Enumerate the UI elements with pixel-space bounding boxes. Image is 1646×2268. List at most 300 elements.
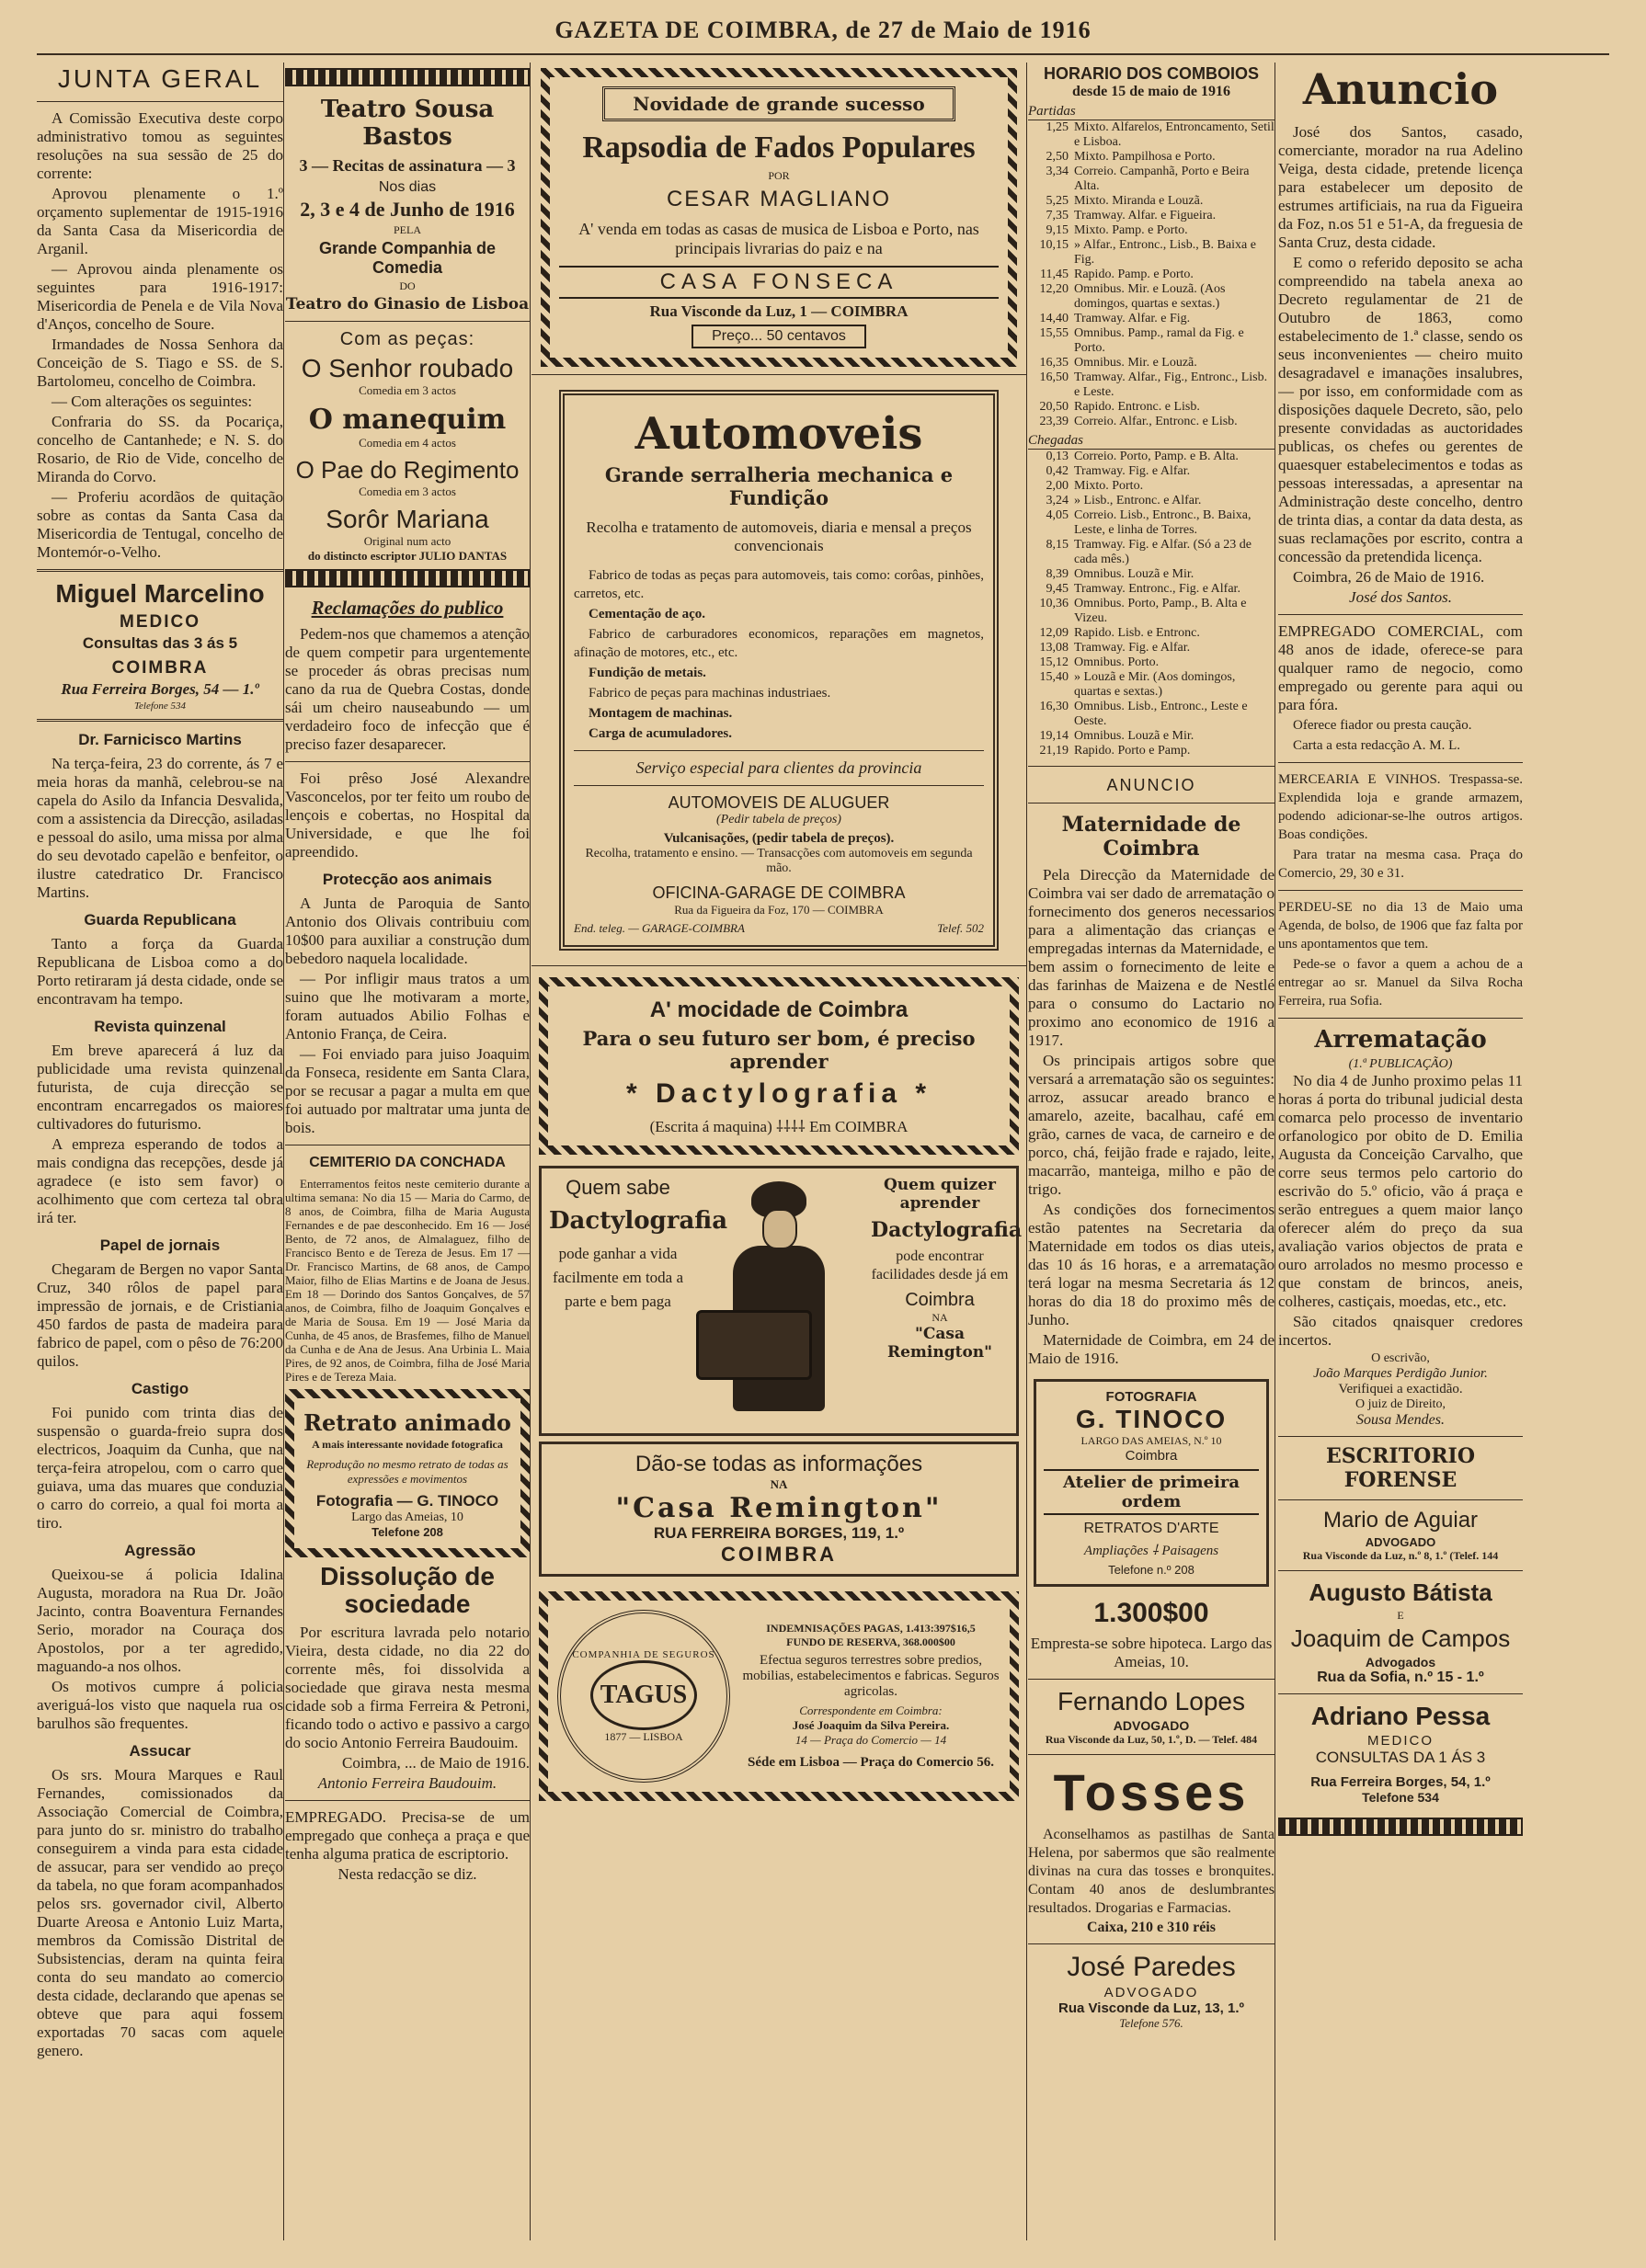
timetable-destination: Tramway. Fig. e Alfar.: [1074, 641, 1191, 655]
column-2: [285, 63, 530, 2240]
masthead: GAZETA DE COIMBRA, de 27 de Maio de 1916: [37, 17, 1609, 55]
timetable-row: [1028, 450, 1275, 464]
tinoco-city: Coimbra: [1125, 1448, 1178, 1464]
timetable-row: [1028, 400, 1275, 415]
timetable-row: [1028, 582, 1275, 597]
dact-na: NA: [770, 1477, 788, 1491]
timetable-destination: Omnibus. Mir. e Louzã.: [1074, 356, 1197, 370]
divider: [37, 101, 283, 102]
remington-box: [539, 1442, 1019, 1577]
tagus-name: TAGUS: [590, 1660, 697, 1730]
pela: PELA: [394, 223, 421, 236]
retrato-ad: [285, 1389, 530, 1557]
dact-address: RUA FERREIRA BORGES, 119, 1.º: [653, 1524, 905, 1542]
divider: [532, 374, 1026, 375]
timetable-row: [1028, 238, 1275, 268]
arrem-juiz-name: Sousa Mendes.: [1356, 1412, 1445, 1428]
fados-por: POR: [768, 169, 790, 182]
timetable-time: 9,15: [1046, 223, 1069, 237]
aguiar-role: ADVOGADO: [1365, 1535, 1436, 1549]
timetable-destination: Rapido. Entronc. e Lisb.: [1074, 400, 1200, 414]
play-3: O Pae do Regimento: [295, 456, 520, 484]
timetable-time: 5,25: [1046, 194, 1069, 208]
dissolucao-text: Por escritura lavrada pelo notario Vieira, desta cidade, no dia 22 do corrente mês, foi dissolvida a sociedade que girava nesta mesma cidade sob a firma Ferreira & Petroni, ficando todo o activo e passivo a cargo do socio Antonio Ferreira Baudouim.: [285, 1624, 530, 1751]
column-1: [37, 63, 283, 2240]
play-2-sub: Comedia em 4 actos: [359, 436, 456, 450]
divider: [37, 569, 283, 572]
divider: [1278, 1499, 1523, 1500]
timetable-destination: Mixto. Porto.: [1074, 479, 1144, 493]
dact-top: A' mocidade de Coimbra: [649, 997, 909, 1022]
timetable-row: [1028, 194, 1275, 209]
timetable-time: 15,55: [1039, 326, 1069, 340]
perdeu-text: Pede-se o favor a quem a achou de a entregar ao sr. Manuel da Silva Rocha Ferreira, rua Sofia.: [1278, 957, 1523, 1009]
junta-para: Confraria do SS. da Pocariça, concelho de Cantanhede; e N. S. do Rosario, de Rio de Vide, concelho de Miranda do Corvo.: [37, 413, 283, 485]
column-5: [1278, 63, 1523, 2240]
roubo-text: Foi prêso José Alexandre Vasconcelos, por ter feito um roubo de lençois e cobertas, no Hospital da Universidade, e que lhe foi apreendido.: [285, 769, 530, 860]
tagus-corr: Correspondente em Coimbra:: [799, 1704, 943, 1717]
aguiar-address: Rua Visconde da Luz, n.º 8, 1.º (Telef. 144: [1302, 1549, 1499, 1562]
timetable-destination: » Louzã e Mir. (Aos domingos, quartas e sextas.): [1074, 670, 1236, 699]
horario-title: HORARIO DOS COMBOIOS: [1043, 64, 1259, 83]
marcelino-hours: Consultas das 3 ás 5: [82, 634, 238, 652]
timetable-row: [1028, 223, 1275, 238]
pessa-hours: CONSULTAS DA 1 ÁS 3: [1315, 1749, 1486, 1766]
timetable-destination: Tramway. Fig. e Alfar.: [1074, 464, 1191, 478]
timetable-time: 1,25: [1046, 120, 1069, 134]
tinoco-address: LARGO DAS AMEIAS, N.º 10: [1080, 1434, 1222, 1447]
tagus-fundo: FUNDO DE RESERVA, 368.000$00: [786, 1635, 955, 1648]
pessa-address: Rua Ferreira Borges, 54, 1.º: [1310, 1774, 1491, 1790]
timetable-destination: Correio. Alfar., Entronc. e Lisb.: [1074, 415, 1238, 428]
dact-right-6: "Casa Remington": [886, 1325, 993, 1362]
hipoteca-text: Empresta-se sobre hipoteca. Largo das Ameias, 10.: [1030, 1635, 1273, 1670]
company: Grande Companhia de Comedia: [318, 239, 497, 277]
timetable-destination: Omnibus. Lisb., Entronc., Leste e Oeste.: [1074, 700, 1248, 728]
auto-service: Fabrico de peças para machinas industriaes.: [589, 686, 831, 701]
timetable-time: 10,15: [1039, 238, 1069, 252]
teatro-title: Teatro Sousa Bastos: [320, 96, 495, 151]
typist-face: [762, 1209, 797, 1249]
timetable-destination: Mixto. Pampilhosa e Porto.: [1074, 150, 1216, 164]
emp-text: EMPREGADO COMERCIAL, com 48 anos de idade, oferece-se para qualquer ramo de negocio, como empregado ou gerente para aqui ou para fóra.: [1278, 622, 1523, 713]
timetable-destination: Correio. Porto, Pamp. e B. Alta.: [1074, 450, 1239, 463]
paredes-telephone: Telefone 576.: [1119, 2016, 1183, 2030]
auto-subtitle: Grande serralheria mechanica e Fundição: [604, 463, 954, 509]
retrato-title: Retrato animado: [303, 1409, 511, 1436]
tagus-text: Efectua seguros terrestres sobre predios, mobilias, estabelecimentos e fabricas. Seguros agricolas.: [742, 1653, 1000, 1699]
auto-aluguer-sub: (Pedir tabela de preços): [716, 813, 841, 826]
timetable-row: [1028, 326, 1275, 356]
dact-sub-2: (Escrita á maquina) ⸸⸸⸸⸸ Em COIMBRA: [649, 1118, 909, 1135]
timetable-destination: Omnibus. Porto, Pamp., B. Alta e Vizeu.: [1074, 597, 1247, 625]
auto-telephone: Telef. 502: [937, 921, 984, 935]
arrem-escrivao-name: João Marques Perdigão Junior.: [1313, 1366, 1488, 1381]
timetable-time: 16,35: [1039, 356, 1069, 370]
martins-text: Na terça-feira, 23 do corrente, ás 7 e meia horas da manhã, celebrou-se na capela do Asilo da Infancia Desvalida, com a assistencia da Direcção, asiladas e pessoal do asilo, uma missa por alma do seu devotado capelão e benfeitor, o ilustre catedratico Dr. Francisco Martins.: [37, 755, 283, 901]
cemiterio-title: CEMITERIO DA CONCHADA: [309, 1155, 506, 1170]
chegadas-label: Chegadas: [1028, 433, 1275, 450]
timetable-destination: Tramway. Entronc., Fig. e Alfar.: [1074, 582, 1240, 596]
guarda-text: Tanto a força da Guarda Republicana de Lisboa como a do Porto retiraram já desta cidade, onde se encontravam ha tempo.: [37, 935, 283, 1008]
play-2: O manequim: [308, 404, 507, 436]
divider: [1028, 1679, 1275, 1680]
fados-title: Rapsodia de Fados Populares: [582, 131, 976, 165]
emp-text: Oferece fiador ou presta caução.: [1293, 718, 1472, 733]
junta-para: — Com alterações os seguintes:: [51, 393, 253, 410]
timetable-destination: Rapido. Pamp. e Porto.: [1074, 268, 1194, 281]
anuncio-signature: José dos Santos.: [1349, 588, 1452, 606]
timetable-time: 23,39: [1039, 415, 1069, 428]
dactylografia-ad: [539, 977, 1019, 1155]
timetable-row: [1028, 508, 1275, 538]
timetable-destination: » Alfar., Entronc., Lisb., B. Baixa e Fig.: [1074, 238, 1256, 267]
divider: [285, 321, 530, 322]
column-4: [1028, 63, 1275, 2240]
junta-para: Irmandades de Nossa Senhora da Conceição de S. Tiago e SS. de S. Bartolomeu, concelho de Coimbra.: [37, 336, 283, 390]
divider: [285, 1800, 530, 1801]
divider: [532, 965, 1026, 966]
anuncio-label: ANUNCIO: [1106, 776, 1196, 794]
auto-vulcanisacoes: Vulcanisações, (pedir tabela de preços).: [663, 831, 895, 846]
timetable-row: [1028, 494, 1275, 508]
play-4-sub: Original num acto: [363, 534, 452, 548]
divider: [1278, 1436, 1523, 1437]
marcelino-ad: [37, 579, 283, 712]
tagus-agent-address: 14 — Praça do Comercio — 14: [794, 1733, 947, 1747]
dissolucao-title: Dissolução de sociedade: [320, 1562, 495, 1618]
divider: [1278, 1018, 1523, 1019]
timetable-destination: Rapido. Lisb. e Entronc.: [1074, 626, 1200, 640]
lopes-name: Fernando Lopes: [1057, 1687, 1245, 1715]
tinoco-telephone: Telefone n.º 208: [1108, 1563, 1194, 1577]
tinoco-ad: [1034, 1379, 1269, 1587]
junta-title: JUNTA GERAL: [57, 64, 263, 93]
perdeu-text: PERDEU-SE no dia 13 de Maio uma Agenda, de bolso, de 1906 que faz falta por uns apontamentos que tem.: [1278, 900, 1523, 952]
timetable-time: 11,45: [1040, 268, 1069, 281]
column-rule: [530, 63, 531, 2240]
fados-ad: [541, 68, 1017, 367]
paredes-name: José Paredes: [1067, 1952, 1236, 1982]
timetable-row: [1028, 744, 1275, 758]
arrem-pub: (1.ª PUBLICAÇÃO): [1348, 1057, 1453, 1071]
martins-title: Dr. Farnicisco Martins: [78, 731, 242, 748]
agressao-text: Queixou-se á policia Idalina Augusta, moradora na Rua Dr. João Jacinto, contra Boaventura Fernandes Serio, morador na Couraça dos Apostolos, por a ter agredido, maguando-a nos olhos.: [37, 1566, 283, 1675]
timetable-row: [1028, 150, 1275, 165]
timetable-time: 8,39: [1046, 567, 1069, 581]
fados-sale: A' venda em todas as casas de musica de Lisboa e Porto, nas principais livrarias do paiz e na: [578, 220, 979, 257]
timetable-row: [1028, 120, 1275, 150]
tagus-year: 1877 — LISBOA: [604, 1729, 683, 1743]
com-pecas: Com as peças:: [339, 329, 475, 349]
cemiterio-text: Enterramentos feitos neste cemiterio durante a ultima semana: No dia 15 — Maria do Carmo, de 8 anos, de Coimbra, filha de Maria Augusta Fernandes e de pae desconhecido. Em 16 — José Bento, de 72 anos, de Almalaguez, filho de Francisco Bento e de Tereza de Jesus. Em 17 — Dr. Francisco Martins, de 68 anos, de Campo Maior, filho de Elias Martins e de Joana de Jesus. Em 18 — Dorindo dos Santos Gonçalves, de 57 anos, de Coimbra, filho de Joaquim Gonçalves e de Maria de Sousa. Em 19 — José Maria da Cunha, de 45 anos, de Brasfemes, filho de Manuel da Cunha e de Ana de Jesus. Ana Urbinia L. Maia Pires, de 92 anos, de Coimbra, filha de José Maria Pires e de Tereza Maia.: [285, 1177, 530, 1384]
retrato-sub: A mais interessante novidade fotografica: [312, 1438, 503, 1451]
timetable-time: 15,12: [1039, 655, 1069, 669]
anuncio-title: Anuncio: [1302, 64, 1499, 114]
emp-text: Carta a esta redacção A. M. L.: [1293, 738, 1460, 753]
mercearia-text: MERCEARIA E VINHOS. Trespassa-se. Explendida loja e grande armazem, podendo adicionar-se-lhe outros artigos. Boas condições.: [1278, 772, 1523, 842]
timetable-destination: Omnibus. Porto.: [1074, 655, 1160, 669]
timetable-row: [1028, 370, 1275, 400]
paredes-role: ADVOGADO: [1103, 1985, 1199, 2000]
timetable-time: 13,08: [1039, 641, 1069, 655]
assucar-title: Assucar: [129, 1742, 191, 1760]
timetable-row: [1028, 479, 1275, 494]
anuncio-date: Coimbra, 26 de Maio de 1916.: [1293, 568, 1485, 586]
junta-para: A Comissão Executiva deste corpo administrativo tomou as seguintes resoluções na sua sessão de 25 do corrente:: [37, 109, 283, 182]
maternidade-date: Maternidade de Coimbra, em 24 de Maio de 1916.: [1028, 1331, 1275, 1367]
divider: [1028, 1754, 1275, 1755]
dact-left-3: pode ganhar a vida facilmente em toda a parte e bem paga: [552, 1245, 684, 1310]
timetable-destination: Tramway. Fig. e Alfar. (Só a 23 de cada mês.): [1074, 538, 1252, 566]
maternidade-text: Os principais artigos sobre que versará a arrematação são os seguintes: arroz, assucar areado branco e amarelo, azeite, bacalhau, café em grão, carnes de vaca, de carneiro e de porco, chá, feijão frade e rajado, leite, macarrão, manteiga, milho e pão de trigo.: [1028, 1052, 1275, 1198]
play-1: O Senhor roubado: [301, 354, 514, 382]
aguiar-name: Mario de Aguiar: [1322, 1508, 1479, 1533]
timetable-time: 16,30: [1039, 700, 1069, 713]
timetable-destination: Mixto. Alfarelos, Entroncamento, Setil e Lisboa.: [1074, 120, 1275, 149]
proteccao-title: Protecção aos animais: [322, 871, 493, 888]
dact-right-2: Dactylografia: [871, 1218, 1023, 1242]
pessa-name: Adriano Pessa: [1310, 1702, 1491, 1730]
timetable-destination: Mixto. Pamp. e Porto.: [1074, 223, 1188, 237]
fados-price: Preço... 50 centavos: [692, 325, 866, 348]
auto-service: Fabrico de todas as peças para automoveis, tais como: corôas, pinhões, carretos, etc.: [574, 568, 984, 601]
junta-para: — Proferiu acordãos de quitação sobre as contas da Santa Casa da Misericordia de Tentugal, concelho de Montemór-o-Velho.: [37, 488, 283, 561]
divider: [574, 750, 984, 751]
arrem-escrivao: O escrivão,: [1371, 1351, 1430, 1365]
arrem-text: São citados qnaisquer credores incertos.: [1278, 1313, 1523, 1349]
divider: [1278, 890, 1523, 891]
revista-text: A empreza esperando de todos a mais condigna das recepções, desde já agradece (e isto sem favor) o acolhimento que com certeza tal obra irá ter.: [37, 1135, 283, 1226]
column-rule: [1026, 63, 1027, 2240]
dact-casa: "Casa Remington": [615, 1492, 943, 1524]
hipoteca-amount: 1.300$00: [1093, 1598, 1209, 1628]
batista-name: Augusto Bátista: [1309, 1578, 1492, 1606]
timetable-destination: Omnibus. Pamp., ramal da Fig. e Porto.: [1074, 326, 1244, 355]
castigo-text: Foi punido com trinta dias de suspensão o guarda-freio supra dos electricos, Joaquim da Cunha, que na terça-feira atropelou, com o carro que guiava, uma das muares que conduzia o carro do correio, a qual foi morta a tiro.: [37, 1404, 283, 1532]
lopes-address: Rua Visconde da Luz, 50, 1.º, D. — Telef. 484: [1045, 1733, 1258, 1746]
typewriter-icon: [696, 1310, 812, 1380]
marcelino-name: Miguel Marcelino: [55, 579, 265, 608]
maternidade-text: Pela Direcção da Maternidade de Coimbra vai ser dado de arrematação o fornecimento dos generos necessarios para a alimentação das crianças e empregadas internas da Maternidade, e bem assim o fornecimento de leite e das farinhas de Maizena e de Nestlé para o consumo do Lactario no proximo ano economico de 1916 a 1917.: [1028, 866, 1275, 1049]
tinoco-retratos: RETRATOS D'ARTE: [1083, 1521, 1219, 1536]
empregado-text: EMPREGADO. Precisa-se de um empregado que conheça a praça e que tenha alguma pratica de escriptorio.: [285, 1808, 530, 1863]
timetable-row: [1028, 209, 1275, 223]
column-3: [532, 63, 1026, 2240]
play-4-author: do distincto escriptor JULIO DANTAS: [307, 549, 508, 563]
timetable-time: 21,19: [1039, 744, 1069, 758]
papel-title: Papel de jornais: [99, 1237, 221, 1254]
divider: [285, 761, 530, 762]
batista-e: E: [1397, 1609, 1404, 1622]
arrivals-list: [1028, 450, 1275, 758]
tagus-agent: José Joaquim da Silva Pereira.: [792, 1718, 950, 1732]
tagus-indem: INDEMNISAÇÕES PAGAS, 1.413:397$16,5: [766, 1622, 976, 1635]
tinoco-atelier: Atelier de primeira ordem: [1044, 1469, 1259, 1515]
junta-para: Aprovou plenamente o 1.º orçamento suplementar de 1915-1916 da Santa Casa da Misericordia de Arganil.: [37, 185, 283, 257]
dates: 2, 3 e 4 de Junho de 1916: [300, 198, 515, 221]
tosses-text: Aconselhamos as pastilhas de Santa Helena, por sabermos que são realmente divinas na cura das tosses e bronquites. Contam 40 anos de deslumbrantes resultados. Drogarias e Farmacias.: [1028, 1827, 1275, 1916]
timetable-time: 10,36: [1039, 597, 1069, 610]
timetable-row: [1028, 415, 1275, 429]
tinoco-name: G. TINOCO: [1075, 1405, 1228, 1433]
anuncio-text: José dos Santos, casado, comerciante, morador na rua Adelino Veiga, desta cidade, pretende licença para estabelecer um deposito de estrumes artificiais, na rua da Figueira da Foz, n.os 51 e 51-A, da freguesia de Santa Cruz, desta cidade.: [1278, 123, 1523, 251]
agressao-title: Agressão: [124, 1542, 196, 1559]
auto-service: Cementação de aço.: [589, 607, 706, 621]
dact-title: * Dactylografia *: [625, 1078, 932, 1109]
divider: [1278, 1693, 1523, 1694]
revista-text: Em breve aparecerá á luz da publicidade uma revista quinzenal futurista, de cuja direcção se encontram encarregados os maiores cultivadores do futurismo.: [37, 1042, 283, 1133]
timetable-row: [1028, 312, 1275, 326]
dact-left-2: Dactylografia: [549, 1207, 728, 1235]
dact-right-1: Quem quizer aprender: [883, 1176, 997, 1213]
column-rule: [283, 63, 284, 2240]
junta-para: — Aprovou ainda plenamente os seguintes para 1916-1917: Misericordia de Penela e de Vila Nova d'Anços, concelho de Soure.: [37, 260, 283, 333]
do: DO: [399, 279, 416, 292]
divider: [37, 719, 283, 722]
timetable-row: [1028, 282, 1275, 312]
departures-list: [1028, 120, 1275, 429]
auto-service: Fundição de metais.: [589, 666, 706, 680]
timetable-row: [1028, 268, 1275, 282]
maternidade-title: Maternidade de Coimbra: [1061, 813, 1241, 860]
auto-recolha-2: Recolha, tratamento e ensino. — Transacções com automoveis em segunda mão.: [585, 847, 973, 875]
marcelino-city: COIMBRA: [111, 658, 209, 678]
dact-right-4: Coimbra: [905, 1290, 975, 1310]
paredes-address: Rua Visconde da Luz, 13, 1.º: [1058, 2000, 1244, 2016]
pessa-role: MEDICO: [1367, 1733, 1434, 1749]
campos-role: Advogados: [1365, 1655, 1436, 1670]
timetable-destination: Rapido. Porto e Pamp.: [1074, 744, 1191, 758]
nos-dias: Nos dias: [378, 179, 437, 195]
timetable-row: [1028, 567, 1275, 582]
timetable-destination: » Lisb., Entronc. e Alfar.: [1074, 494, 1202, 507]
agressao-text: Os motivos cumpre á policia averiguá-los visto que naquela rua os barulhos são frequentes.: [37, 1678, 283, 1732]
recitas: 3 — Recitas de assinatura — 3: [299, 156, 516, 175]
auto-aluguer: AUTOMOVEIS DE ALUGUER: [668, 793, 890, 812]
timetable-row: [1028, 597, 1275, 626]
divider: [1278, 1570, 1523, 1571]
timetable-time: 9,45: [1046, 582, 1069, 596]
dact-info: Dão-se todas as informações: [634, 1452, 923, 1476]
timetable-time: 0,42: [1046, 464, 1069, 478]
lopes-role: ADVOGADO: [1113, 1718, 1190, 1733]
timetable-time: 14,40: [1039, 312, 1069, 325]
auto-recolha: Recolha e tratamento de automoveis, diaria e mensal a preços convencionais: [586, 519, 972, 554]
empregado-tail: Nesta redacção se diz.: [337, 1865, 477, 1883]
campos-address: Rua da Sofia, n.º 15 - 1.º: [1317, 1670, 1484, 1685]
anuncio-text: E como o referido deposito se acha compreendido na tabela anexa ao Decreto regulamentar de 21 de Outubro de 1863, como estabelecimento de 1.ª classe, sendo os seus inconvenientes — cheiro muito desagradavel e imanações insalubres, — por isso, em conformidade com as disposições daquele Decreto, são, pelo presente convidadas as auctoridades publicas, os chefes ou gerentes de quaesquer estabelecimentos e todas as pessoas interessadas, a apresentar na Administração deste concelho, dentro de trinta dias, a contar da data desta, as suas reclamações por escrito, contra a concessão da pretendida licença.: [1278, 254, 1523, 565]
fados-address: Rua Visconde da Luz, 1 — COIMBRA: [649, 302, 909, 320]
auto-service: Carga de acumuladores.: [589, 726, 732, 741]
partidas-label: Partidas: [1028, 104, 1275, 120]
fados-shop: CASA FONSECA: [559, 266, 999, 299]
timetable-row: [1028, 729, 1275, 744]
dact-right-5: NA: [932, 1311, 948, 1324]
ornament-border: [285, 569, 530, 587]
divider: [1028, 1943, 1275, 1944]
timetable-row: [1028, 641, 1275, 655]
escritorio-title: ESCRITORIO FORENSE: [1325, 1444, 1475, 1492]
timetable-time: 3,24: [1046, 494, 1069, 507]
automoveis-ad: [559, 390, 999, 951]
marcelino-telephone: Telefone 534: [133, 701, 187, 712]
reclam-title: Reclamações do publico: [311, 597, 504, 619]
tinoco-amp: Ampliações ⸸ Paisagens: [1083, 1544, 1219, 1558]
maternidade-text: As condições dos fornecimentos estão patentes na Secretaria da Maternidade em todos os dias uteis, das 10 ás 16 horas, e a arrematação terá logar na mesma Secretaria ás 12 horas do dia 18 do proximo mês de Junho.: [1028, 1201, 1275, 1328]
tagus-sede: Séde em Lisboa — Praça do Comercio 56.: [747, 1755, 995, 1770]
tagus-ring: COMPANHIA DE SEGUROS: [572, 1648, 715, 1660]
revista-title: Revista quinzenal: [94, 1018, 226, 1035]
ornament-border: [285, 68, 530, 86]
divider: [1278, 762, 1523, 763]
dact-city: COIMBRA: [720, 1543, 838, 1566]
play-3-sub: Comedia em 3 actos: [359, 484, 456, 498]
retrato-telephone: Telefone 208: [371, 1525, 443, 1539]
timetable-destination: Omnibus. Louzã e Mir.: [1074, 729, 1194, 743]
timetable-row: [1028, 655, 1275, 670]
tinoco-label: FOTOGRAFIA: [1105, 1389, 1197, 1405]
tosses-price: Caixa, 210 e 310 réis: [1087, 1920, 1216, 1935]
timetable-row: [1028, 670, 1275, 700]
timetable-time: 2,00: [1046, 479, 1069, 493]
timetable-row: [1028, 356, 1275, 370]
arrem-verif: Verifiquei a exactidão.: [1338, 1382, 1463, 1396]
tosses-title: Tosses: [1053, 1763, 1250, 1821]
timetable-time: 4,05: [1046, 508, 1069, 522]
retrato-address: Largo das Ameias, 10: [351, 1510, 463, 1524]
divider: [1278, 614, 1523, 615]
arrem-title: Arrematação: [1314, 1026, 1487, 1054]
timetable-destination: Mixto. Miranda e Louzã.: [1074, 194, 1204, 208]
timetable-time: 7,35: [1046, 209, 1069, 222]
play-4: Sorôr Mariana: [326, 505, 489, 533]
ornament-border: [1278, 1818, 1523, 1836]
castigo-title: Castigo: [131, 1380, 189, 1397]
timetable-time: 15,40: [1039, 670, 1069, 684]
arrem-text: No dia 4 de Junho proximo pelas 11 horas á porta do tribunal judicial desta comarca pelo processo de inventario orfanologico por obito de D. Emilia Augusta da Conceição Carvalho, que corre seus termos pelo cartorio do escrivão do 5.º oficio, vão á praça e serão entregues a quem maior lanço oferecer além do preço da sua avaliação varios objectos de prata e ouro arrolados no mesmo processo e que constam de brincos, aneis, colheres, castiçais, moedas, etc., etc.: [1278, 1072, 1523, 1310]
arrem-juiz: O juiz de Direito,: [1355, 1397, 1446, 1411]
dact-left-1: Quem sabe: [566, 1176, 670, 1199]
timetable-destination: Correio. Lisb., Entronc., B. Baixa, Leste, e linha de Torres.: [1074, 508, 1252, 537]
dact-sub: Para o seu futuro ser bom, é preciso aprender: [582, 1027, 976, 1073]
divider: [574, 785, 984, 786]
timetable-time: 12,20: [1039, 282, 1069, 296]
timetable-time: 20,50: [1039, 400, 1069, 414]
divider: [1028, 766, 1275, 767]
horario-sub: desde 15 de maio de 1916: [1072, 84, 1230, 99]
proteccao-text: A Junta de Paroquia de Santo Antonio dos Olivais contribuiu com 10$00 para auxiliar a construção dum bebedoro naquela localidade.: [285, 895, 530, 967]
proteccao-text: — Foi enviado para juiso Joaquim da Fonseca, residente em Santa Clara, por se recusar a pagar a multa em que foi autuado por maltratar uma junta de bois.: [285, 1045, 530, 1136]
mercearia-text: Para tratar na mesma casa. Praça do Comercio, 29, 30 e 31.: [1278, 848, 1523, 881]
auto-service: Fabrico de carburadores economicos, reparações em magnetos, afinação de motores, etc., etc.: [574, 627, 984, 660]
timetable-destination: Correio. Campanhã, Porto e Beira Alta.: [1074, 165, 1250, 193]
typist-illustration: [696, 1181, 862, 1420]
auto-special: Serviço especial para clientes da provincia: [635, 758, 922, 777]
timetable-time: 8,15: [1046, 538, 1069, 552]
pessa-telephone: Telefone 534: [1362, 1790, 1439, 1805]
dissolucao-date: Coimbra, ... de Maio de 1916.: [342, 1754, 530, 1772]
fados-author: CESAR MAGLIANO: [666, 187, 892, 211]
guarda-title: Guarda Republicana: [84, 911, 236, 929]
timetable-time: 16,50: [1039, 370, 1069, 384]
timetable-time: 2,50: [1046, 150, 1069, 164]
auto-address: Rua da Figueira da Foz, 170 — COIMBRA: [674, 903, 884, 917]
auto-title: Automoveis: [634, 408, 923, 460]
auto-telegraph: End. teleg. — GARAGE-COIMBRA: [574, 921, 745, 935]
timetable-destination: Tramway. Alfar. e Fig.: [1074, 312, 1191, 325]
proteccao-text: — Por infligir maus tratos a um suino que lhe motivaram a morte, foram autuados Abilio Folhas e Antonio França, de Ceira.: [285, 970, 530, 1043]
